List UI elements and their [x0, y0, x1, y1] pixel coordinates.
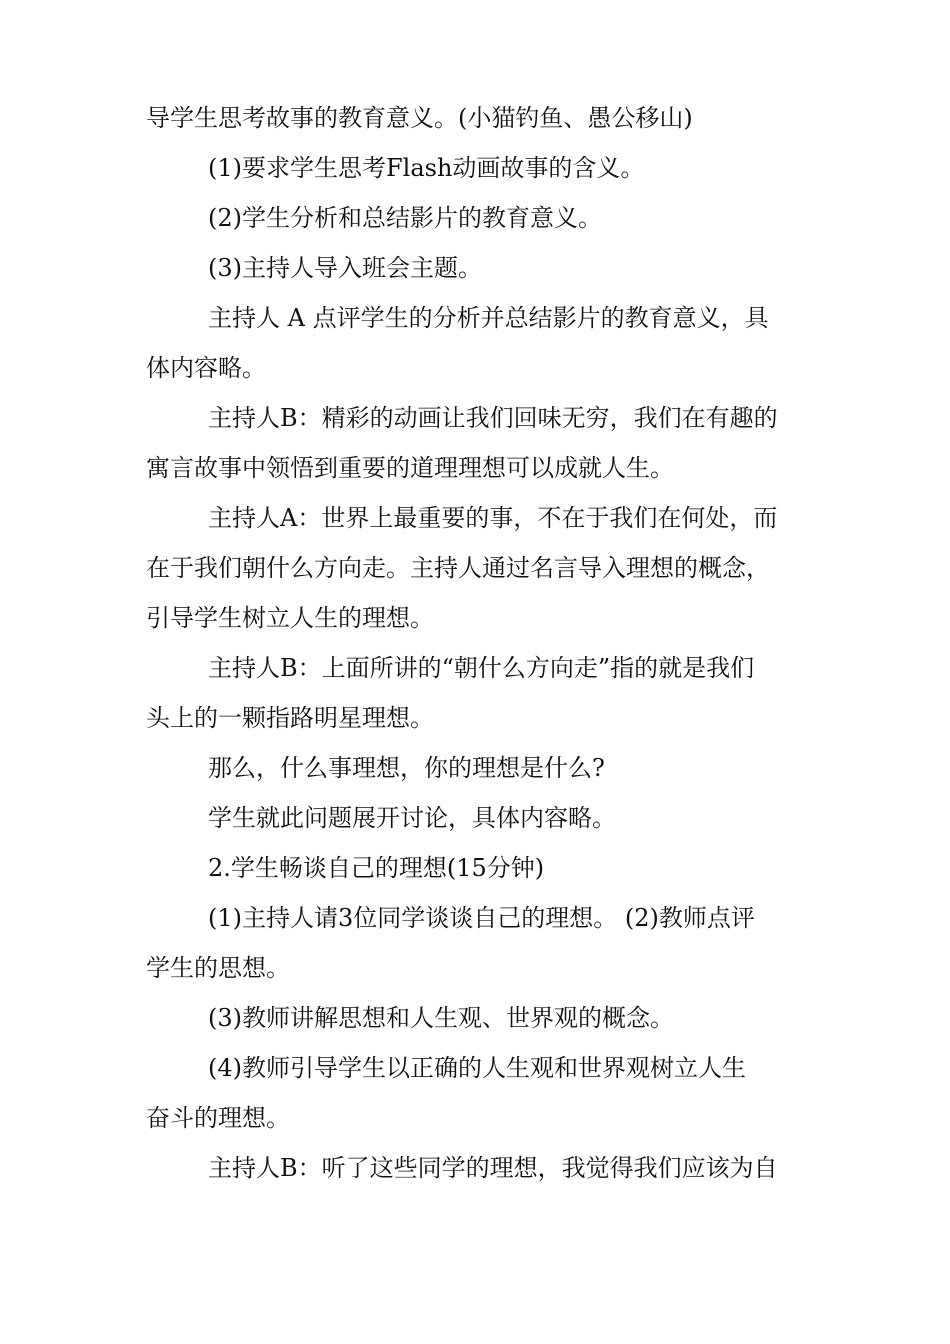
body-text-line: (2)学生分析和总结影片的教育意义。: [208, 204, 602, 232]
body-text-line: (4)教师引导学生以正确的人生观和世界观树立人生: [208, 1054, 746, 1082]
body-text-line: 主持人 A 点评学生的分析并总结影片的教育意义，具: [208, 304, 769, 332]
body-text-line: 主持人B：听了这些同学的理想，我觉得我们应该为自: [208, 1154, 778, 1182]
body-text-line: 头上的一颗指路明星理想。: [146, 704, 434, 732]
body-text-line: 那么，什么事理想，你的理想是什么?: [208, 754, 605, 782]
body-text-line: 主持人A：世界上最重要的事，不在于我们在何处，而: [208, 504, 778, 532]
body-text-line: 导学生思考故事的教育意义。(小猫钓鱼、愚公移山): [146, 104, 693, 132]
body-text-line: 在于我们朝什么方向走。主持人通过名言导入理想的概念，: [146, 554, 770, 582]
body-text-line: (1)主持人请3位同学谈谈自己的理想。 (2)教师点评: [208, 904, 755, 932]
body-text-line: 引导学生树立人生的理想。: [146, 604, 434, 632]
body-text-line: 奋斗的理想。: [146, 1104, 290, 1132]
body-text-line: (3)主持人导入班会主题。: [208, 254, 482, 282]
body-text-line: 主持人B：上面所讲的“朝什么方向走”指的就是我们: [208, 654, 755, 682]
body-text-line: 学生就此问题展开讨论，具体内容略。: [208, 804, 616, 832]
body-text-line: (1)要求学生思考Flash动画故事的含义。: [208, 154, 645, 182]
body-text-line: 体内容略。: [146, 354, 266, 382]
body-text-line: 寓言故事中领悟到重要的道理理想可以成就人生。: [146, 454, 674, 482]
body-text-line: 学生的思想。: [146, 954, 290, 982]
body-text-line: (3)教师讲解思想和人生观、世界观的概念。: [208, 1004, 674, 1032]
section-heading: 2.学生畅谈自己的理想(15分钟): [208, 854, 545, 882]
body-text-line: 主持人B：精彩的动画让我们回味无穷，我们在有趣的: [208, 404, 778, 432]
